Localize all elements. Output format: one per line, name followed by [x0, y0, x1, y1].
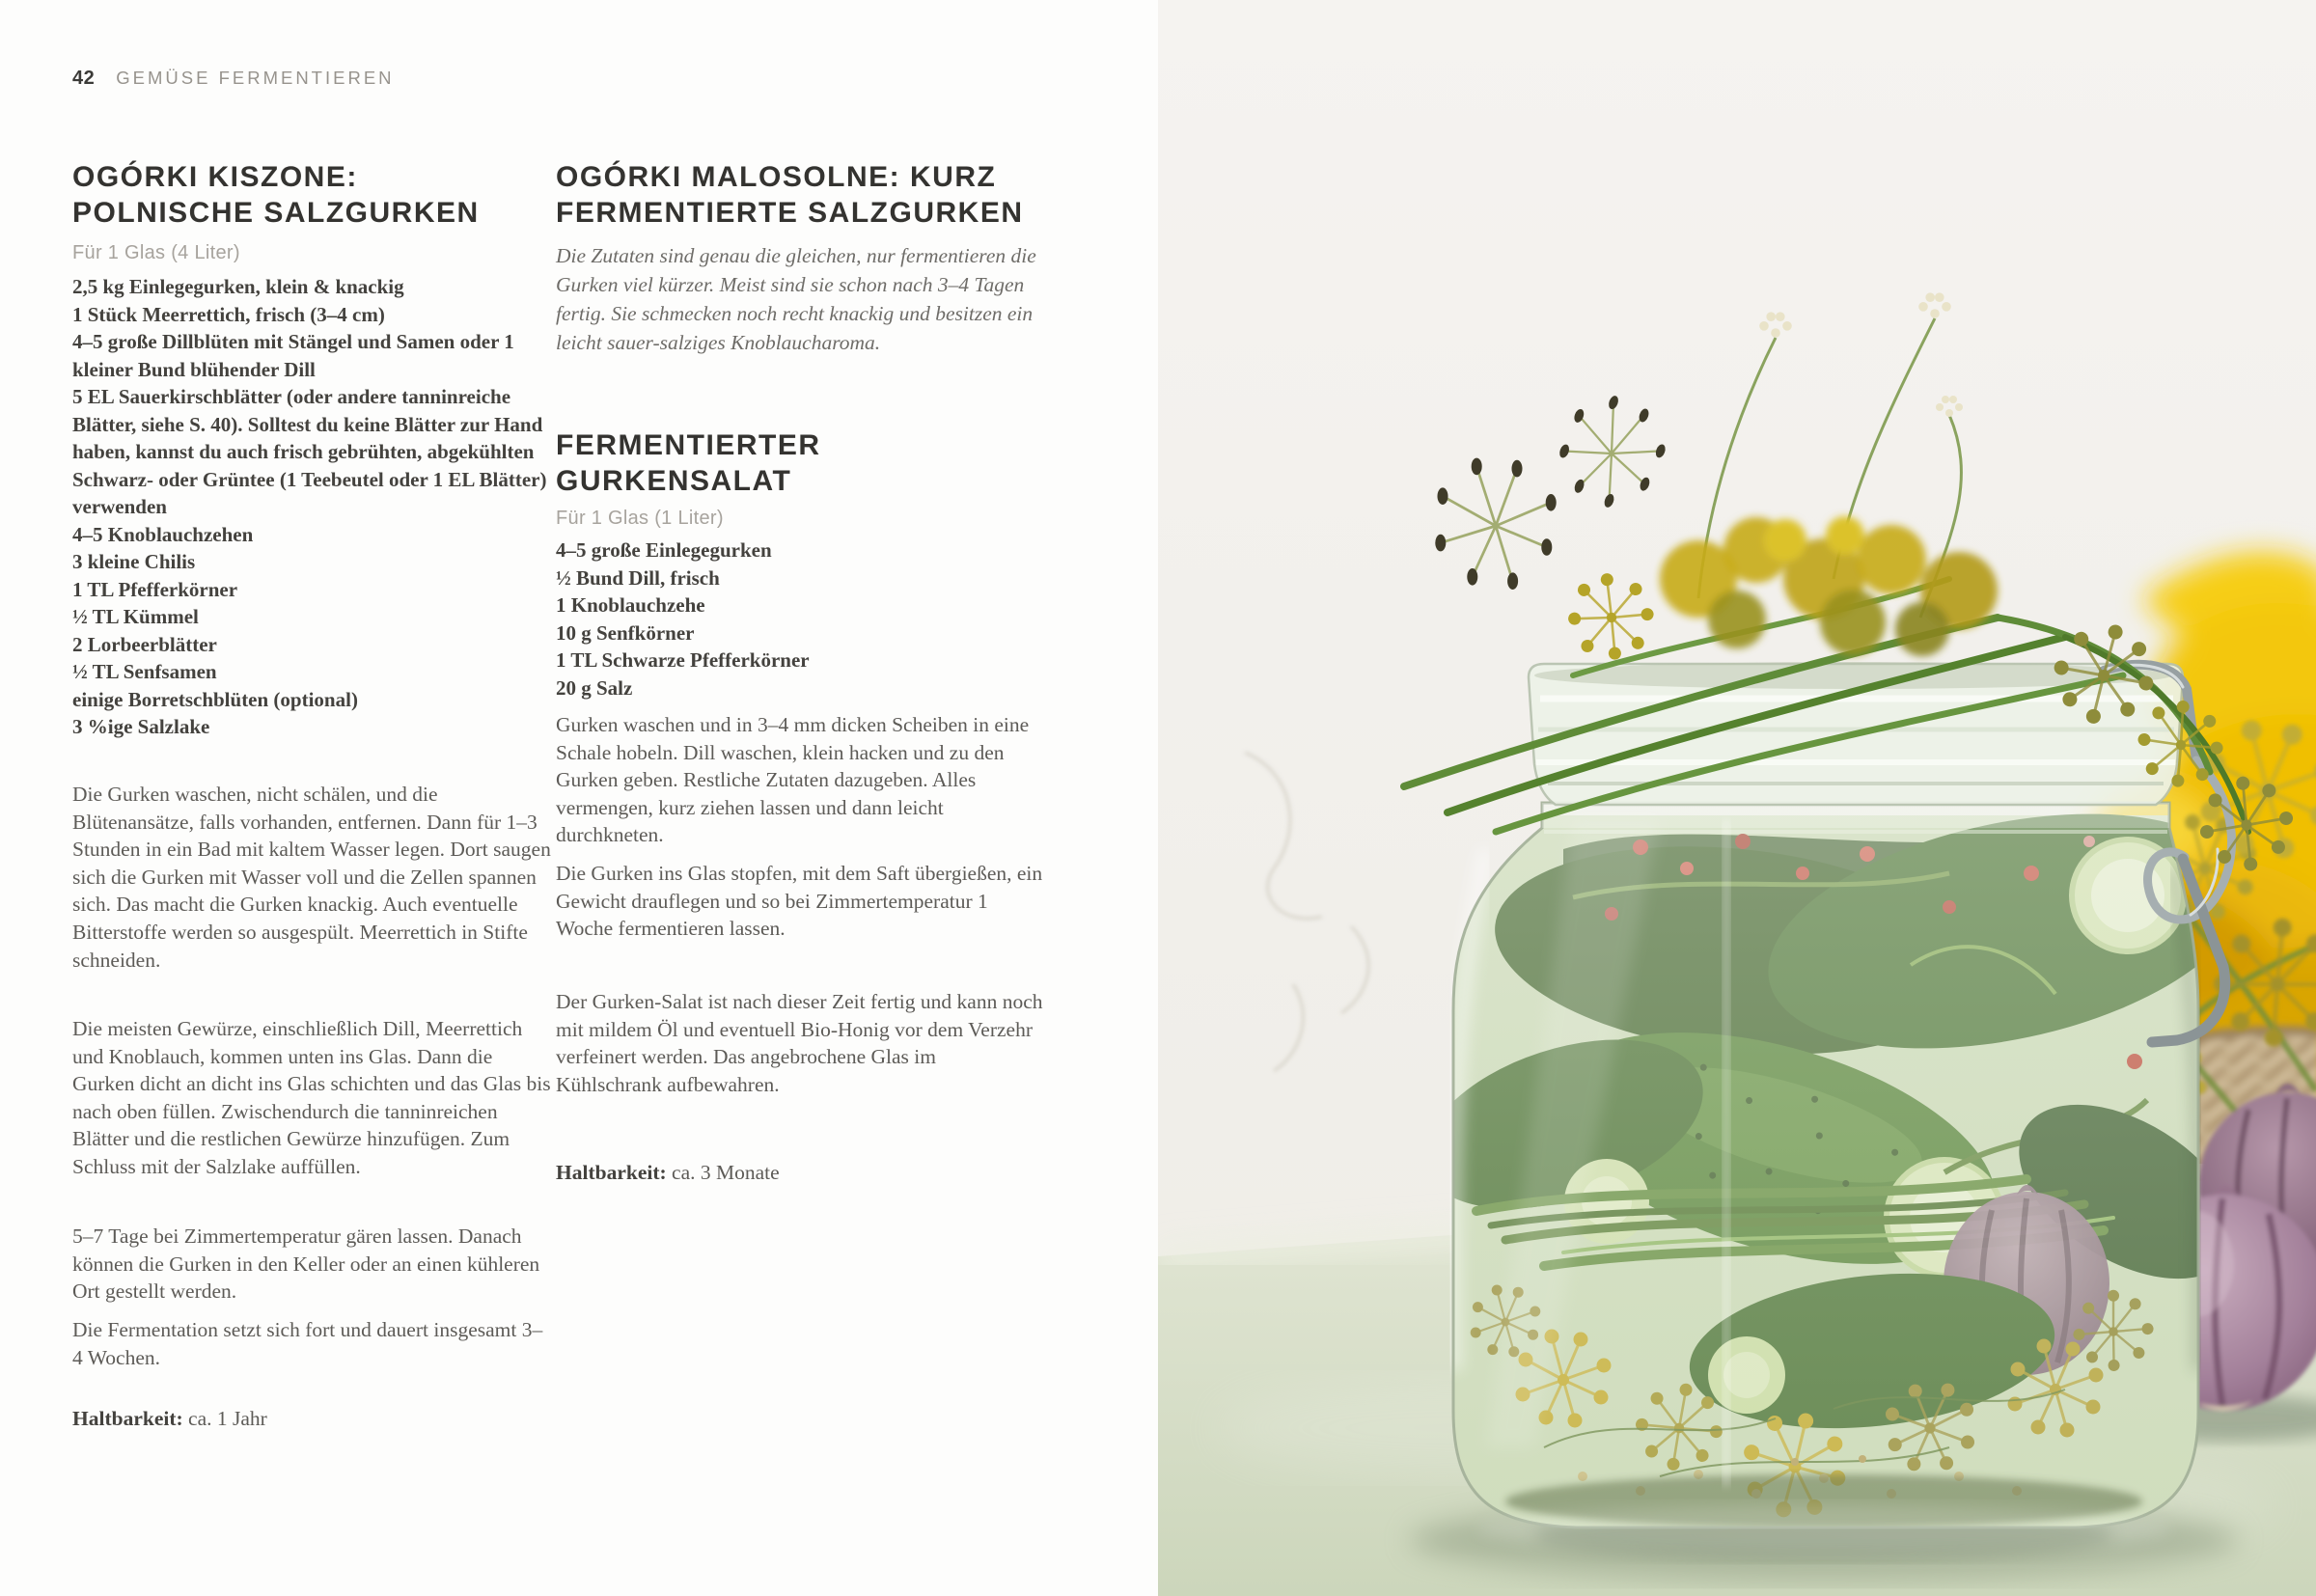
section-title: GEMÜSE FERMENTIEREN: [116, 68, 395, 88]
ingredient-line: 4–5 große Dillblüten mit Stängel und Samen oder 1 kleiner Bund blühender Dill: [72, 330, 514, 381]
instruction-paragraph: Der Gurken-Salat ist nach dieser Zeit fertig und kann noch mit mildem Öl und eventuell Bio-Honig vor dem Verzehr verfeinert werden. Das angebrochene Glas im Kühlschrank aufbewahren.: [556, 990, 1043, 1096]
recipe-title-right: [556, 159, 1043, 231]
recipe-title-line: GURKENSALAT: [556, 465, 792, 497]
recipe-title-line: FERMENTIERTER: [556, 429, 821, 461]
instruction-paragraph: Die Gurken ins Glas stopfen, mit dem Saft übergießen, ein Gewicht drauflegen und so bei Zimmertemperatur 1 Woche fermentieren lassen.: [556, 862, 1043, 941]
ingredient-line: 3 %ige Salzlake: [72, 715, 210, 738]
ingredient-line: 4–5 Knoblauchzehen: [72, 522, 254, 546]
shelf-life-value: ca. 1 Jahr: [182, 1406, 267, 1430]
ingredient-line: 3 kleine Chilis: [72, 550, 196, 573]
recipe-title-gurkensalat: [556, 427, 1043, 499]
ingredient-line: 10 g Senfkörner: [556, 620, 695, 645]
ingredient-line: 1 Knoblauchzehe: [556, 593, 705, 617]
instruction-paragraph: 5–7 Tage bei Zimmertemperatur gären lassen. Danach können die Gurken in den Keller oder an einen kühleren Ort gestellt werden.: [72, 1225, 540, 1304]
recipe-photo: [1158, 0, 2316, 1596]
instruction-paragraph: Gurken waschen und in 3–4 mm dicken Scheiben in eine Schale hobeln. Dill waschen, klein hacken und zu den Gurken geben. Restliche Zutaten dazugeben. Alles vermengen, kurz ziehen lassen und dann leicht durchkneten.: [556, 713, 1030, 847]
yield-note: Für 1 Glas (4 Liter): [72, 242, 240, 263]
ingredient-line: 1 Stück Meerrettich, frisch (3–4 cm): [72, 302, 385, 326]
pickle-jar-illustration: [1158, 0, 2316, 1596]
ingredient-list: [72, 273, 551, 741]
page-header: [72, 68, 395, 90]
recipe-title-left: [72, 159, 551, 231]
ingredient-line: 5 EL Sauerkirschblätter (oder andere tanninreiche Blätter, siehe S. 40). Solltest du keine Blätter zur Hand haben, kannst du auch frisch gebrühten, abgekühlten Schwarz- oder Grüntee (1 Teebeutel oder 1 EL Blätter) verwenden: [72, 385, 547, 518]
shelf-life-label: Haltbarkeit:: [72, 1406, 183, 1430]
ingredient-line: 20 g Salz: [556, 675, 633, 700]
shelf-life-label: Haltbarkeit:: [556, 1160, 667, 1184]
recipe-title-line: FERMENTIERTE SALZGURKEN: [556, 197, 1024, 229]
shelf-life: [72, 1407, 551, 1431]
instruction-paragraph: Die Gurken waschen, nicht schälen, und die Blütenansätze, falls vorhanden, entfernen. Dann für 1–3 Stunden in ein Bad mit kaltem Wasser legen. Dort saugen sich die Gurken mit Wasser voll und die Zellen spannen sich. Das macht die Gurken knackig. Auch eventuelle Bitterstoffe werden so ausgespült. Meerrettich in Stifte schneiden.: [72, 783, 551, 972]
recipe-title-line: POLNISCHE SALZGURKEN: [72, 197, 480, 229]
recipe-title-line: OGÓRKI MALOSOLNE: KURZ: [556, 161, 997, 193]
ingredient-line: 4–5 große Einlegegurken: [556, 538, 772, 562]
recipe-title-line: OGÓRKI KISZONE:: [72, 161, 358, 193]
ingredient-line: ½ Bund Dill, frisch: [556, 565, 720, 590]
ingredient-line: ½ TL Senfsamen: [72, 660, 217, 683]
ingredient-line: ½ TL Kümmel: [72, 605, 199, 628]
ingredient-line: 2 Lorbeerblätter: [72, 632, 217, 656]
page-number: 42: [72, 68, 96, 89]
shelf-life-value: ca. 3 Monate: [666, 1160, 780, 1184]
recipe-intro-text: Die Zutaten sind genau die gleichen, nur fermentieren die Gurken viel kürzer. Meist sind sie schon nach 3–4 Tagen fertig. Sie schmecken noch recht knackig und besitzen ein leicht sauer-salziges Knoblaucharoma.: [556, 244, 1036, 354]
ingredient-line: 1 TL Pfefferkörner: [72, 577, 238, 601]
instruction-paragraph: Die Fermentation setzt sich fort und dauert insgesamt 3–4 Wochen.: [72, 1318, 543, 1369]
shelf-life: [556, 1161, 1043, 1185]
ingredient-line: einige Borretschblüten (optional): [72, 687, 358, 711]
ingredient-line: 1 TL Schwarze Pfefferkörner: [556, 648, 810, 672]
ingredient-list: [556, 537, 1043, 702]
yield-note: Für 1 Glas (1 Liter): [556, 508, 724, 529]
ingredient-line: 2,5 kg Einlegegurken, klein & knackig: [72, 275, 404, 298]
instruction-paragraph: Die meisten Gewürze, einschließlich Dill, Meerrettich und Knoblauch, kommen unten ins Glas. Dann die Gurken dicht an dicht ins Glas schichten und das Glas bis nach oben füllen. Zwischendurch die tanninreichen Blätter und die restlichen Gewürze hinzufügen. Zum Schluss mit der Salzlake auffüllen.: [72, 1017, 551, 1178]
